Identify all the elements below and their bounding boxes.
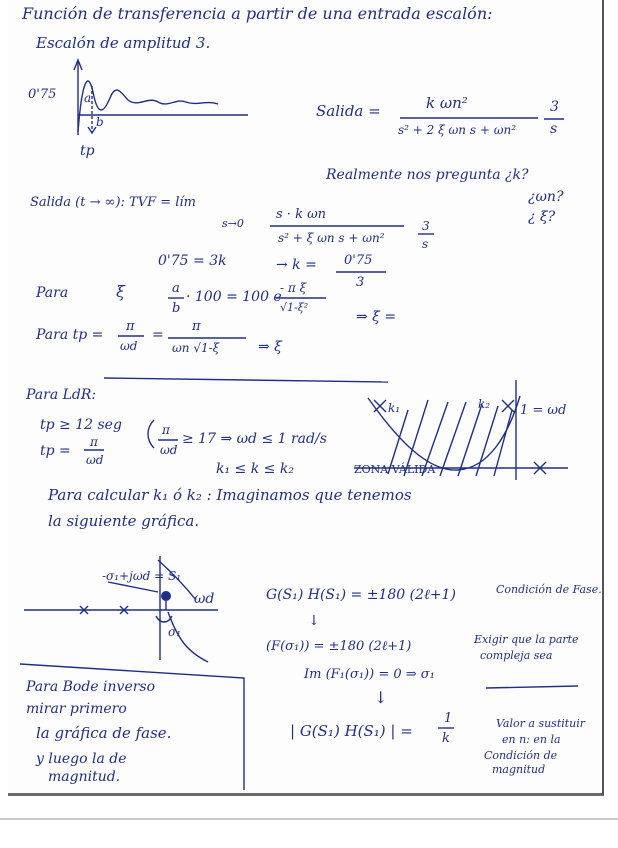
graph-k2: k₂ — [478, 397, 491, 411]
overshoot-b: b — [96, 115, 104, 129]
bode-line-5: magnitud. — [48, 769, 121, 785]
xi-result: ⇒ ξ = — [356, 309, 397, 325]
salida-multiplier-num: 3 — [550, 99, 559, 115]
xi-exp-den: √1-ξ² — [280, 301, 309, 314]
s1-point-label: -σ₁+jωd = S₁ — [102, 569, 182, 583]
tp-numerator: π — [126, 319, 135, 334]
s-plane-sigma: σ₁ — [168, 625, 182, 639]
im-condition: Im (F₁(σ₁)) = 0 ⇒ σ₁ — [304, 667, 435, 682]
bode-line-4: y luego la de — [36, 751, 127, 767]
phase-condition: G(S₁) H(S₁) = ±180 (2ℓ+1) — [266, 587, 456, 603]
tvf-numerator: s · k ωn — [276, 207, 327, 222]
salida-prefix: Salida = — [316, 102, 381, 120]
frac-b: b — [172, 301, 181, 316]
f-note-1: Exigir que la parte — [474, 633, 579, 646]
graph-wd-line: 1 = ωd — [520, 403, 567, 418]
arrow-down-2: ↓ — [374, 688, 388, 707]
mag-num: 1 — [444, 711, 453, 726]
page-title: Función de transferencia a partir de una entrada escalón: — [22, 4, 493, 23]
overshoot-value: 0'75 — [28, 87, 57, 102]
xi-exp-num: - π ξ — [280, 281, 307, 295]
mag-note-4: magnitud — [492, 763, 546, 776]
mag-den: k — [442, 731, 450, 746]
tvf-limit-sub: s→0 — [222, 217, 244, 230]
tp-condition-1: tp ≥ 12 seg — [40, 417, 122, 433]
calc-line-2: la siguiente gráfica. — [48, 512, 200, 530]
tvf-mult-den: s — [422, 237, 429, 251]
tp-result: ⇒ ξ — [258, 339, 282, 355]
mag-bar — [8, 0, 608, 800]
bode-line-1: Para Bode inverso — [26, 679, 156, 695]
tp-equals: = — [152, 327, 164, 343]
mag-note-1: Valor a sustituir — [496, 717, 586, 730]
salida-numerator: k ωn² — [426, 94, 468, 112]
tp-denominator: ωd — [120, 339, 138, 353]
eq-k-step2: → k = — [276, 257, 317, 273]
tp-label: tp — [80, 143, 95, 159]
xi-symbol: ξ — [116, 282, 125, 301]
tvf-denominator: s² + ξ ωn s + ωn² — [278, 231, 385, 245]
s-plane-wd: ωd — [194, 591, 215, 607]
valid-zone-label: ZONA VÁLIDA — [354, 463, 436, 476]
f-note-2: compleja sea — [480, 649, 553, 662]
phase-note: Condición de Fase. — [496, 583, 602, 596]
k-range: k₁ ≤ k ≤ k₂ — [216, 461, 294, 477]
tp-cond2-num: π — [90, 435, 98, 449]
salida-multiplier-den: s — [550, 121, 558, 137]
tp-condition-2: tp = — [40, 443, 71, 459]
xi-equation: · 100 = 100 e — [186, 289, 282, 305]
eq-k-denominator: 3 — [356, 275, 365, 290]
overshoot-a: a — [84, 91, 92, 105]
question-wn: ¿ωn? — [528, 189, 564, 205]
frac-a: a — [172, 281, 180, 296]
question-xi: ¿ ξ? — [528, 209, 556, 225]
calc-line-1: Para calcular k₁ ó k₂ : Imaginamos que tenemos — [48, 486, 412, 504]
question-k: Realmente nos pregunta ¿k? — [326, 167, 529, 183]
magnitude-condition: | G(S₁) H(S₁) | = — [290, 722, 413, 740]
arrow-down-1: ↓ — [308, 613, 320, 629]
eq-k-step1: 0'75 = 3k — [158, 253, 227, 269]
tvf-prefix: Salida (t → ∞): TVF = lím — [30, 195, 196, 210]
para-ldr: Para LdR: — [26, 387, 97, 403]
mag-note-3: Condición de — [484, 749, 558, 762]
para-xi: Para — [36, 285, 69, 301]
tp-ineq-den: ωd — [160, 443, 178, 457]
eq-k-numerator: 0'75 — [344, 253, 373, 268]
mag-note-2: en n: en la — [502, 733, 561, 746]
notebook-page — [8, 0, 604, 796]
step-amplitude-label: Escalón de amplitud 3. — [36, 34, 211, 52]
bottom-divider — [0, 818, 618, 820]
tvf-mult-num: 3 — [422, 219, 430, 233]
tp-cond2-den: ωd — [86, 453, 104, 467]
tp-numerator-2: π — [192, 319, 201, 334]
graph-k1: k₁ — [388, 401, 401, 415]
f-sigma-condition: (F(σ₁)) = ±180 (2ℓ+1) — [266, 639, 412, 654]
tp-ineq-num: π — [162, 423, 170, 437]
tp-inequality: ≥ 17 ⇒ ωd ≤ 1 rad/s — [182, 431, 327, 447]
tp-denominator-2: ωn √1-ξ — [172, 341, 220, 355]
bode-line-3: la gráfica de fase. — [36, 724, 172, 742]
bode-line-2: mirar primero — [26, 701, 127, 717]
salida-denominator: s² + 2 ξ ωn s + ωn² — [398, 123, 517, 137]
para-tp: Para tp = — [36, 327, 104, 343]
